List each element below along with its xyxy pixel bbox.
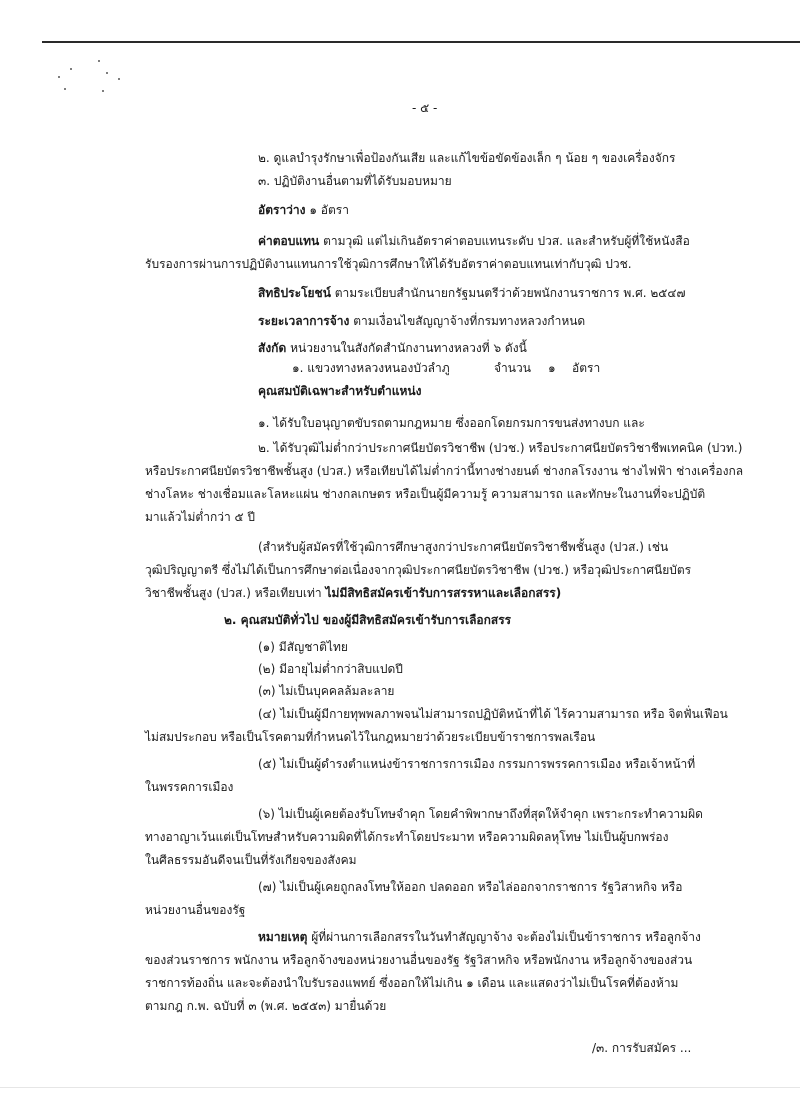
affiliation-unit: ๑. แขวงทางหลวงหนองบัวลำภู bbox=[292, 361, 450, 375]
affiliation-count-label: จำนวน bbox=[494, 361, 531, 375]
compensation-line-2: รับรองการผ่านการปฏิบัติงานแทนการใช้วุฒิการศึกษาให้ได้รับอัตราค่าตอบแทนเท่ากับวุฒิ ปวช. bbox=[145, 257, 632, 271]
general-qualification-6-line-2: ทางอาญาเว้นแต่เป็นโทษสำหรับความผิดที่ได้กระทำโดยประมาท หรือความผิดลหุโทษ ไม่เป็นผู้บกพร่อง bbox=[145, 830, 669, 844]
qualification-note-bold: ไม่มีสิทธิสมัครเข้ารับการสรรหาและเลือกสรร) bbox=[325, 586, 562, 600]
affiliation-count-unit: อัตรา bbox=[572, 361, 601, 375]
specific-qualification-2-line-4: มาแล้วไม่ต่ำกว่า ๕ ปี bbox=[145, 510, 256, 524]
affiliation-count: ๑ bbox=[548, 361, 556, 375]
qualification-note-line-2: วุฒิปริญญาตรี ซึ่งไม่ได้เป็นการศึกษาต่อเนื่องจากวุฒิประกาศนียบัตรวิชาชีพ (ปวช.) หรือวุฒิประกาศนียบัตร bbox=[145, 563, 692, 577]
duty-item-3: ๓. ปฏิบัติงานอื่นตามที่ได้รับมอบหมาย bbox=[258, 174, 452, 188]
general-qualification-2: (๒) มีอายุไม่ต่ำกว่าสิบแปดปี bbox=[258, 662, 403, 676]
compensation-line-1 bbox=[258, 233, 690, 249]
general-qualification-7-line-2: หน่วยงานอื่นของรัฐ bbox=[145, 903, 246, 917]
specific-qualification-2-line-2: หรือประกาศนียบัตรวิชาชีพชั้นสูง (ปวส.) หรือเทียบได้ไม่ต่ำกว่านี้ทางช่างยนต์ ช่างกลโรงงาน ช่างไฟฟ้า ช่างเครื่องกล bbox=[145, 464, 744, 478]
compensation-text-1: ตามวุฒิ แต่ไม่เกินอัตราค่าตอบแทนระดับ ปวส. และสำหรับผู้ที่ใช้หนังสือ bbox=[323, 234, 690, 248]
vacancy-label: อัตราว่าง bbox=[258, 203, 306, 217]
top-border-line bbox=[42, 41, 800, 43]
benefits-text: ตามระเบียบสำนักนายกรัฐมนตรีว่าด้วยพนักงานราชการ พ.ศ. ๒๕๔๗ bbox=[334, 286, 686, 300]
general-qualification-3: (๓) ไม่เป็นบุคคลล้มละลาย bbox=[258, 684, 395, 698]
remark-line-4: ตามกฎ ก.พ. ฉบับที่ ๓ (พ.ศ. ๒๕๕๓) มายื่นด้วย bbox=[145, 999, 387, 1013]
specific-qualification-2-line-3: ช่างโลหะ ช่างเชื่อมและโลหะแผ่น ช่างกลเกษตร หรือเป็นผู้มีความรู้ ความสามารถ และทักษะในงานที่จะปฏิบัติ bbox=[145, 487, 706, 501]
qualification-note-line-1: (สำหรับผู้สมัครที่ใช้วุฒิการศึกษาสูงกว่าประกาศนียบัตรวิชาชีพชั้นสูง (ปวส.) เช่น bbox=[258, 540, 669, 554]
page-number: - ๕ - bbox=[412, 101, 438, 115]
general-qualification-7-line-1: (๗) ไม่เป็นผู้เคยถูกลงโทษให้ออก ปลดออก หรือไล่ออกจากราชการ รัฐวิสาหกิจ หรือ bbox=[258, 880, 683, 894]
general-qualification-4-line-1: (๔) ไม่เป็นผู้มีกายทุพพลภาพจนไม่สามารถปฏิบัติหน้าที่ได้ ไร้ความสามารถ หรือ จิตฟั่นเฟือน bbox=[258, 707, 728, 721]
employment-period-line bbox=[258, 313, 585, 329]
employment-period-text: ตามเงื่อนไขสัญญาจ้างที่กรมทางหลวงกำหนด bbox=[353, 314, 586, 328]
vacancy-value: ๑ อัตรา bbox=[309, 203, 349, 217]
affiliation-text: หน่วยงานในสังกัดสำนักงานทางหลวงที่ ๖ ดังนี้ bbox=[290, 341, 527, 355]
remark-label: หมายเหตุ bbox=[258, 930, 308, 944]
compensation-label: ค่าตอบแทน bbox=[258, 234, 320, 248]
general-qualifications-heading: ๒. คุณสมบัติทั่วไป ของผู้มีสิทธิสมัครเข้ารับการเลือกสรร bbox=[224, 613, 512, 627]
bottom-scan-edge bbox=[0, 1087, 800, 1088]
qualification-note-plain: วิชาชีพชั้นสูง (ปวส.) หรือเทียบเท่า bbox=[145, 586, 322, 600]
general-qualification-1: (๑) มีสัญชาติไทย bbox=[258, 640, 348, 654]
specific-qualification-2-line-1: ๒. ได้รับวุฒิไม่ต่ำกว่าประกาศนียบัตรวิชาชีพ (ปวช.) หรือประกาศนียบัตรวิชาชีพเทคนิค (ปวท.) bbox=[258, 441, 743, 455]
general-qualification-6-line-1: (๖) ไม่เป็นผู้เคยต้องรับโทษจำคุก โดยคำพิพากษาถึงที่สุดให้จำคุก เพราะกระทำความผิด bbox=[258, 807, 703, 821]
continuation-note: /๓. การรับสมัคร ... bbox=[592, 1041, 692, 1055]
vacancy-line bbox=[258, 202, 349, 218]
affiliation-label: สังกัด bbox=[258, 341, 287, 355]
duty-item-2: ๒. ดูแลบำรุงรักษาเพื่อป้องกันเสีย และแก้ไขข้อขัดข้องเล็ก ๆ น้อย ๆ ของเครื่องจักร bbox=[258, 151, 676, 165]
qualification-note-line-3 bbox=[145, 585, 561, 601]
general-qualification-6-line-3: ในศีลธรรมอันดีจนเป็นที่รังเกียจของสังคม bbox=[145, 853, 357, 867]
remark-line-2: ของส่วนราชการ พนักงาน หรือลูกจ้างของหน่วยงานอื่นของรัฐ รัฐวิสาหกิจ หรือพนักงาน หรือลูกจ้างของส่วน bbox=[145, 953, 693, 967]
remark-line-1 bbox=[258, 929, 701, 945]
employment-period-label: ระยะเวลาการจ้าง bbox=[258, 314, 350, 328]
benefits-label: สิทธิประโยชน์ bbox=[258, 286, 331, 300]
benefits-line bbox=[258, 285, 685, 301]
specific-qualifications-heading: คุณสมบัติเฉพาะสำหรับตำแหน่ง bbox=[258, 384, 422, 398]
general-qualification-5-line-2: ในพรรคการเมือง bbox=[145, 780, 234, 794]
remark-text-1: ผู้ที่ผ่านการเลือกสรรในวันทำสัญญาจ้าง จะต้องไม่เป็นข้าราชการ หรือลูกจ้าง bbox=[311, 930, 701, 944]
affiliation-line bbox=[258, 340, 527, 356]
specific-qualification-1: ๑. ได้รับใบอนุญาตขับรถตามกฎหมาย ซึ่งออกโดยกรมการขนส่งทางบก และ bbox=[258, 416, 645, 430]
scan-specks bbox=[56, 60, 126, 100]
remark-line-3: ราชการท้องถิ่น และจะต้องนำใบรับรองแพทย์ ซึ่งออกให้ไม่เกิน ๑ เดือน และแสดงว่าไม่เป็นโรคที่ต้องห้าม bbox=[145, 976, 679, 990]
general-qualification-4-line-2: ไม่สมประกอบ หรือเป็นโรคตามที่กำหนดไว้ในกฎหมายว่าด้วยระเบียบข้าราชการพลเรือน bbox=[145, 730, 596, 744]
general-qualification-5-line-1: (๕) ไม่เป็นผู้ดำรงตำแหน่งข้าราชการการเมือง กรรมการพรรคการเมือง หรือเจ้าหน้าที่ bbox=[258, 757, 696, 771]
